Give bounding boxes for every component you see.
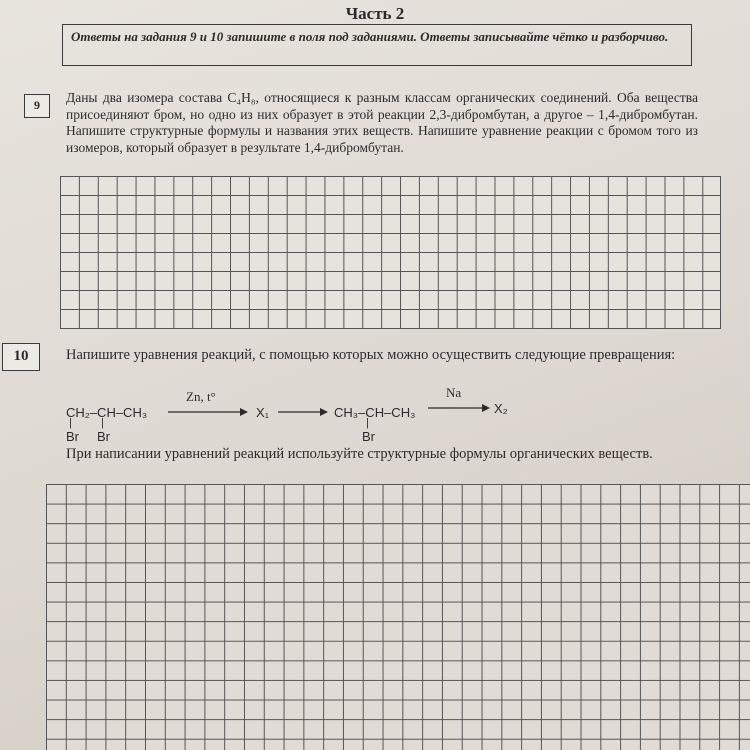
condition-zn: Zn, t° — [186, 389, 216, 404]
reaction-scheme: CH₂–CH–CH₃ | | Br Br Zn, t° X₁ CH₃–CH–CH₃ | Br Na X₂ — [66, 385, 508, 444]
task9-text: Даны два изомера состава C₄H₈, относящиеся к разным классам органических соединений. Оба вещества присоединяют бром, но одно из них образует в этой реакции 2,3-дибромбутан, а другое – 1,4-дибромбутан. Напишите структурные формулы и названия этих веществ. Напишите уравнение реакции с бромом того из изомеров, который образует в результате 1,4-дибромбутан. — [66, 90, 698, 155]
reactant-formula: CH₂–CH–CH₃ — [66, 405, 148, 420]
arrow-2 — [278, 407, 328, 417]
arrow-1 — [168, 407, 248, 417]
intermediate-x1: X₁ — [256, 405, 270, 420]
task9-answer-grid[interactable] — [60, 176, 721, 329]
product-formula: CH₃–CH–CH₃ — [334, 405, 416, 420]
task10-note: При написании уравнений реакций используйте структурные формулы органических веществ. — [66, 446, 653, 462]
condition-na: Na — [446, 385, 462, 400]
task10-number: 10 — [2, 343, 40, 371]
reactant-br2: Br — [97, 429, 110, 444]
instructions-box: Ответы на задания 9 и 10 запишите в поля под заданиями. Ответы записывайте чётко и разборчиво. — [62, 24, 692, 66]
task9-number: 9 — [24, 94, 50, 118]
part-title: Часть 2 — [345, 4, 405, 23]
task10-text: Напишите уравнения реакций, с помощью которых можно осуществить следующие превращения: — [66, 347, 676, 363]
arrow-3 — [428, 403, 490, 413]
product-br: Br — [362, 429, 375, 444]
task10-answer-grid[interactable] — [46, 484, 750, 750]
reactant-br1: Br — [66, 429, 79, 444]
final-x2: X₂ — [494, 401, 508, 416]
